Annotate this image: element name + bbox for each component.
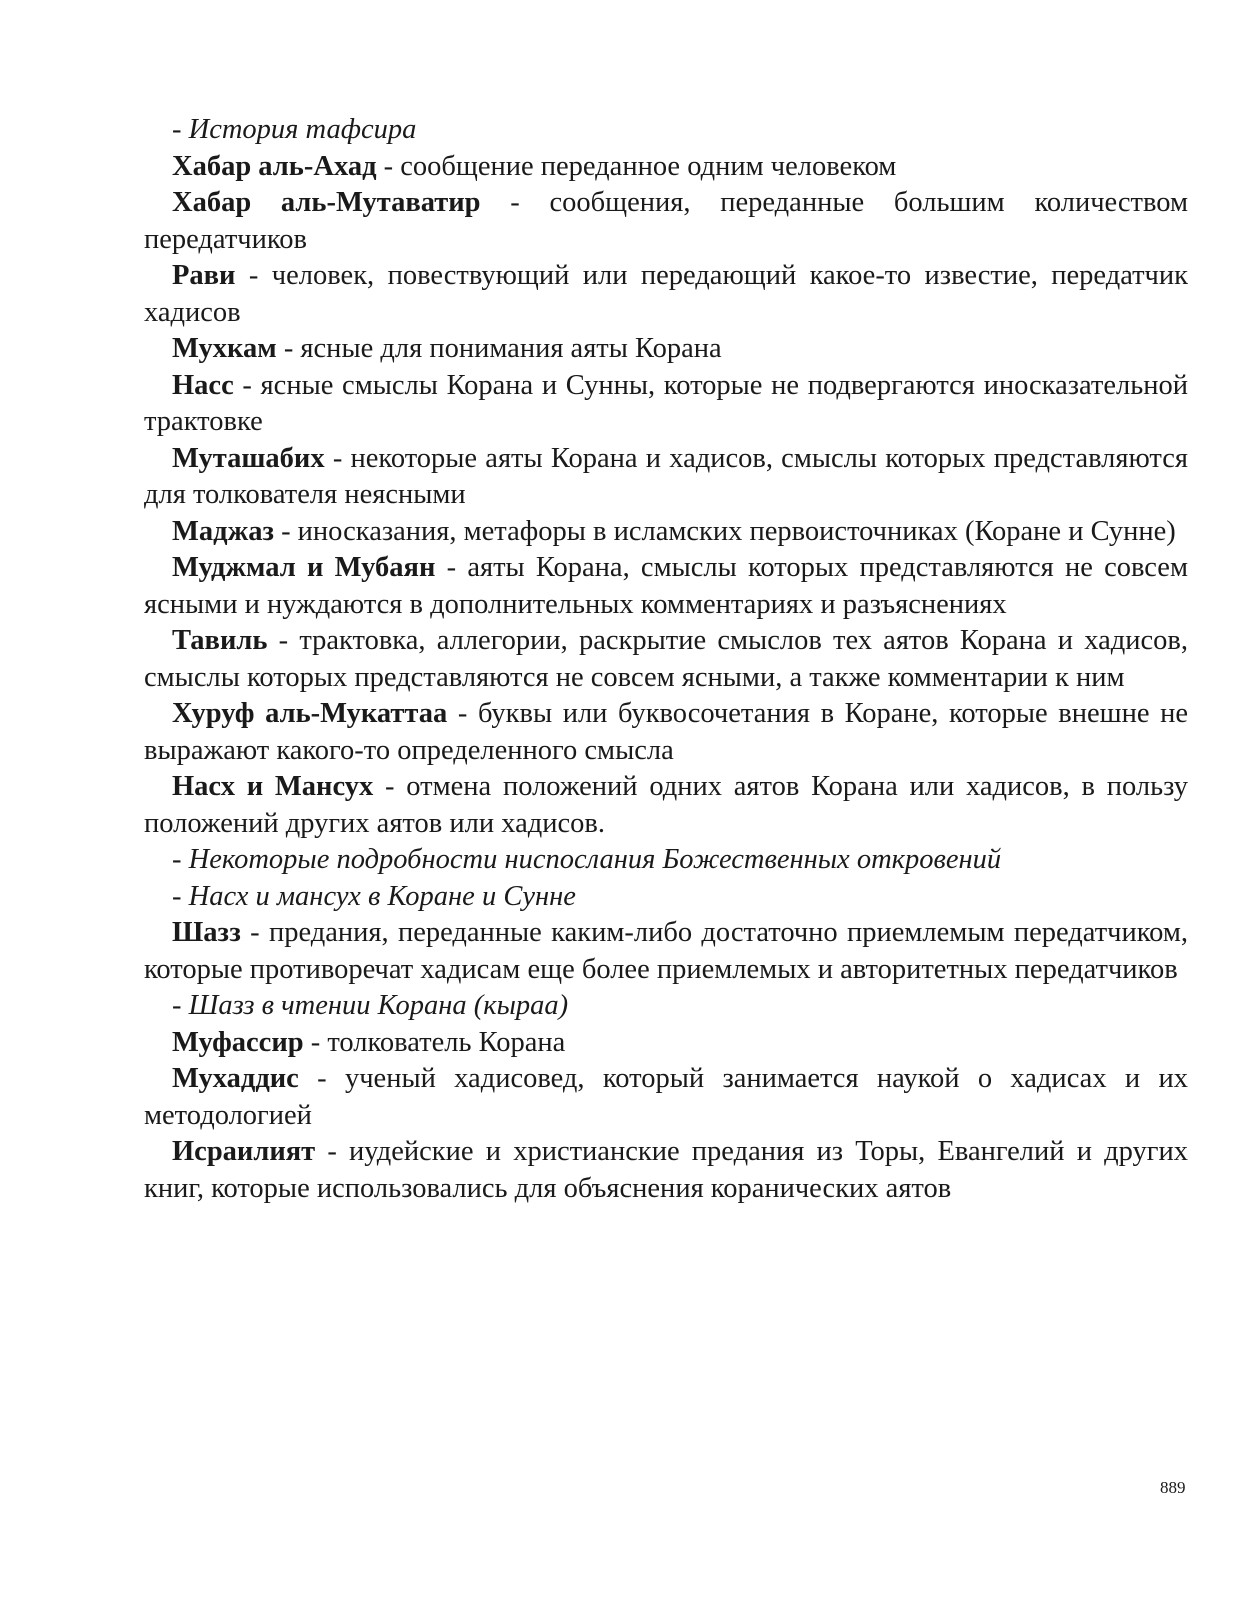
glossary-definition: - иносказания, метафоры в исламских первоисточниках (Коране и Сунне) [273, 515, 1176, 547]
glossary-entry [144, 514, 1188, 551]
glossary-entry [144, 441, 1188, 514]
glossary-definition: - ясные для понимания аяты Корана [276, 333, 722, 364]
glossary-entry [144, 1134, 1188, 1207]
glossary-entry [144, 258, 1188, 331]
glossary-term: Муфассир [172, 1026, 304, 1058]
glossary-term: Мухаддис [172, 1063, 299, 1094]
subtopic-line: - Некоторые подробности ниспослания Божественных откровений [172, 844, 1002, 875]
glossary-term: Мухкам [172, 333, 277, 364]
glossary-entry [144, 769, 1188, 842]
glossary-text [144, 112, 1188, 1207]
glossary-term: Хабар аль-Мутаватир [172, 187, 481, 218]
glossary-term: Муджмал и Мубаян [172, 552, 436, 583]
subtopic-line: - Насх и мансух в Коране и Сунне [172, 880, 576, 912]
glossary-definition: - аяты Корана, смыслы которых представляются не совсем ясными и нуждаются в дополнительных комментариях и разъяснениях [144, 552, 1188, 620]
glossary-term: Рави [172, 260, 236, 291]
subtopic-line: - История тафсира [172, 114, 417, 145]
glossary-definition: - иудейские и христианские предания из Торы, Евангелий и других книг, которые использовались для объяснения коранических аятов [144, 1136, 1188, 1204]
glossary-term: Шазз [172, 917, 241, 948]
glossary-definition: - трактовка, аллегории, раскрытие смыслов тех аятов Корана и хадисов, смыслы которых представляются не совсем ясными, а также комментарии к ним [144, 625, 1188, 693]
glossary-entry [144, 185, 1188, 258]
glossary-entry [144, 149, 1188, 186]
glossary-entry [144, 1025, 1188, 1062]
glossary-definition: - толкователь Корана [303, 1026, 566, 1058]
glossary-entry [144, 368, 1188, 441]
glossary-term: Маджаз [172, 515, 274, 547]
subtopic-line: - Шазз в чтении Корана (кыраа) [172, 990, 569, 1021]
glossary-definition: - ясные смыслы Корана и Сунны, которые не подвергаются иносказательной трактовке [144, 369, 1188, 437]
page-number: 889 [1160, 1478, 1186, 1497]
glossary-term: Хуруф аль-Мукаттаа [172, 698, 448, 729]
glossary-definition: - некоторые аяты Корана и хадисов, смыслы которых представляются для толкователя неясными [144, 442, 1188, 510]
glossary-definition: - человек, повествующий или передающий какое-то известие, передатчик хадисов [144, 260, 1188, 328]
glossary-definition: - ученый хадисовед, который занимается наукой о хадисах и их методологией [144, 1063, 1188, 1131]
glossary-entry [144, 915, 1188, 988]
glossary-definition: - буквы или буквосочетания в Коране, которые внешне не выражают какого-то определенного смысла [144, 698, 1188, 766]
glossary-entry [144, 623, 1188, 696]
glossary-entry [144, 696, 1188, 769]
glossary-definition: - предания, переданные каким-либо достаточно приемлемым передатчиком, которые противоречат хадисам еще более приемлемых и авторитетных передатчиков [144, 917, 1188, 985]
glossary-entries [144, 149, 1188, 1208]
glossary-term: Исраилият [172, 1136, 316, 1167]
glossary-definition: - сообщения, переданные большим количеством передатчиков [144, 187, 1188, 255]
glossary-term: Насх и Мансух [172, 771, 374, 802]
glossary-entry [144, 331, 1188, 368]
glossary-term: Муташабих [172, 442, 325, 474]
glossary-definition: - отмена положений одних аятов Корана или хадисов, в пользу положений других аятов или хадисов. [144, 771, 1188, 839]
glossary-term: Хабар аль-Ахад [172, 150, 377, 182]
glossary-term: Насс [172, 369, 234, 401]
glossary-entry [144, 1061, 1188, 1134]
glossary-definition: - сообщение переданное одним человеком [376, 150, 897, 182]
glossary-entry [144, 550, 1188, 623]
glossary-term: Тавиль [172, 625, 268, 656]
